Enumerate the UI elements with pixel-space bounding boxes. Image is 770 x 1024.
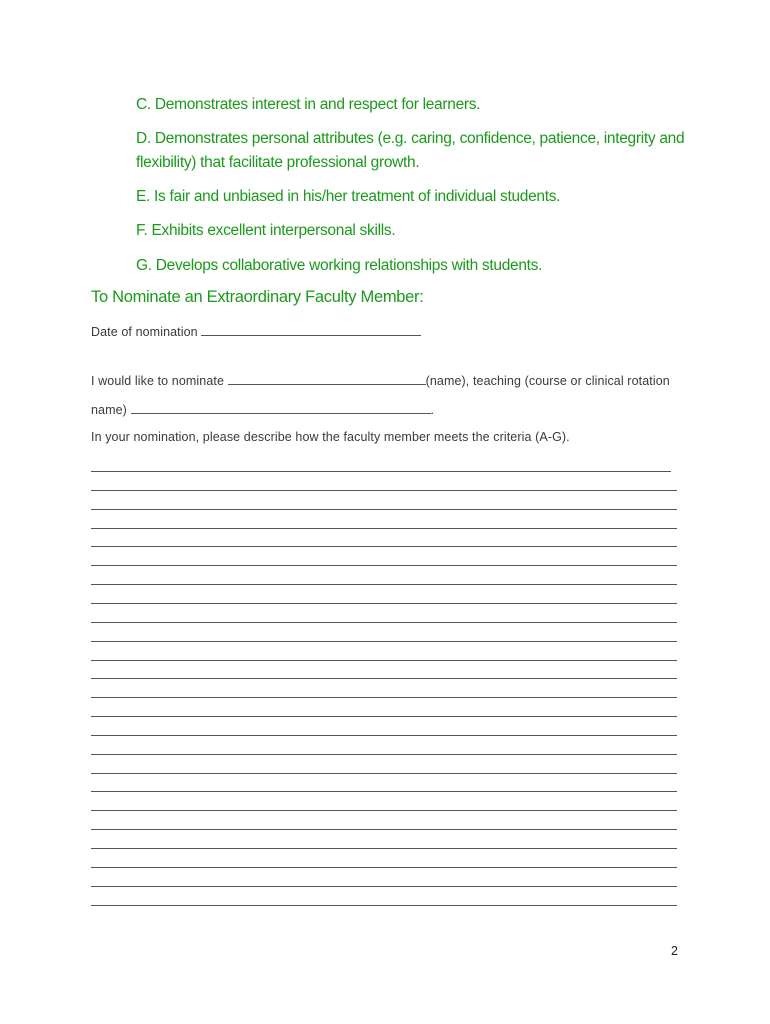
writing-line[interactable] [91,773,677,774]
writing-line[interactable] [91,678,677,679]
writing-line[interactable] [91,660,677,661]
criterion-f: F. Exhibits excellent interpersonal skills. [136,222,396,239]
date-label: Date of nomination [91,325,198,339]
criterion-e: E. Is fair and unbiased in his/her treatment of individual students. [136,188,561,205]
nominate-middle: (name), teaching (course or clinical rotation [425,374,670,388]
page-number: 2 [671,944,678,958]
criterion-g: G. Develops collaborative working relationships with students. [136,257,543,274]
writing-line[interactable] [91,905,677,906]
criterion-c: C. Demonstrates interest in and respect for learners. [136,96,481,113]
writing-line[interactable] [91,754,677,755]
writing-line[interactable] [91,716,677,717]
nominate-prefix: I would like to nominate [91,374,225,388]
name-suffix: . [430,403,435,417]
writing-line[interactable] [91,490,677,491]
writing-line[interactable] [91,886,677,887]
nominee-name-field[interactable] [228,372,426,385]
nominee-row [91,372,670,388]
writing-line[interactable] [91,584,677,585]
writing-line[interactable] [91,471,671,472]
date-field[interactable] [201,323,421,336]
writing-line[interactable] [91,848,677,849]
writing-line[interactable] [91,810,677,811]
writing-line[interactable] [91,509,677,510]
writing-line[interactable] [91,791,677,792]
writing-line[interactable] [91,735,677,736]
criterion-d: D. Demonstrates personal attributes (e.g. caring, confidence, patience, integrity and flexibility) that facilitate professional growth. [136,130,685,171]
course-name-field[interactable] [131,401,431,414]
writing-line[interactable] [91,565,677,566]
writing-line[interactable] [91,603,677,604]
writing-line[interactable] [91,829,677,830]
name-prefix: name) [91,403,127,417]
writing-line[interactable] [91,641,677,642]
instructions: In your nomination, please describe how the faculty member meets the criteria (A-G). [91,430,570,444]
writing-line[interactable] [91,697,677,698]
writing-line[interactable] [91,867,677,868]
date-row [91,323,421,339]
section-heading: To Nominate an Extraordinary Faculty Member: [91,288,424,306]
writing-line[interactable] [91,528,677,529]
writing-line[interactable] [91,546,677,547]
course-row [91,401,434,417]
writing-line[interactable] [91,622,677,623]
